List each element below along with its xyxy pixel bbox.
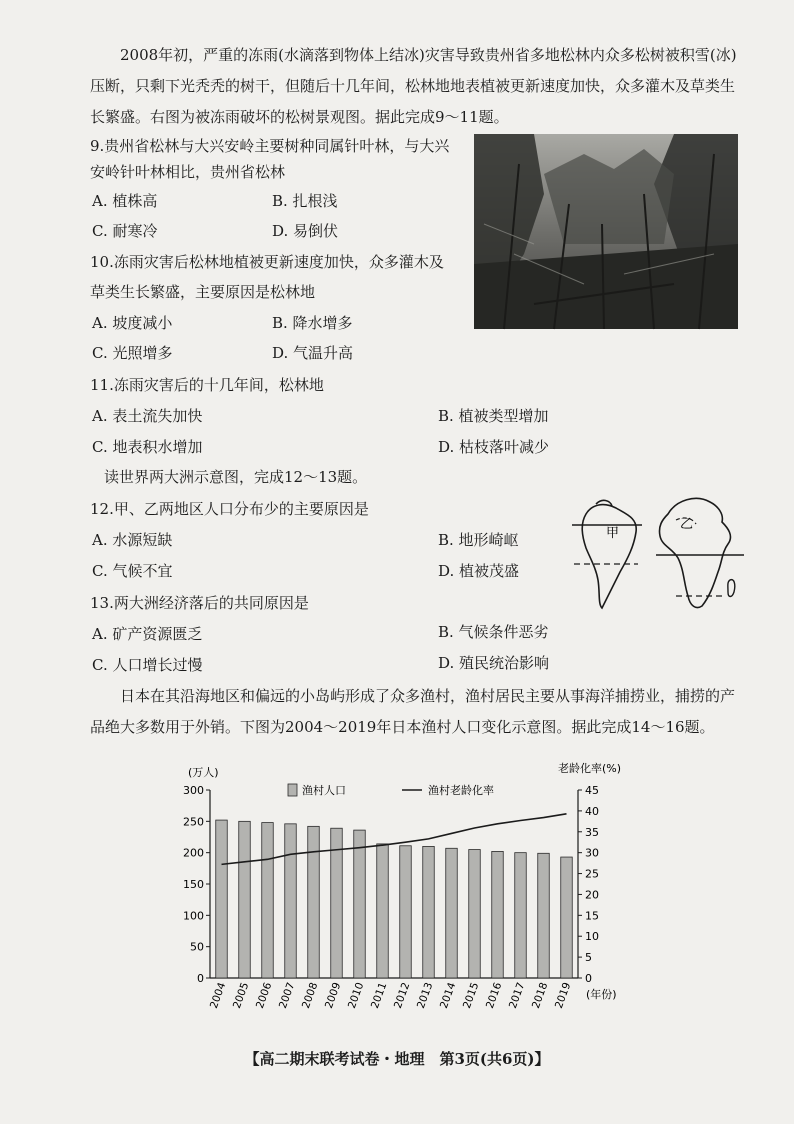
- q9-stem-line2: 安岭针叶林相比，贵州省松林: [90, 163, 286, 181]
- q9-option-b: B. 扎根浅: [272, 192, 338, 210]
- q13-option-d: D. 殖民统治影响: [438, 654, 550, 672]
- q10-option-b: B. 降水增多: [272, 314, 353, 332]
- x-tick-label: 2013: [414, 980, 436, 1011]
- right-axis-tick-label: 35: [585, 825, 599, 839]
- right-axis-tick-label: 45: [585, 784, 599, 797]
- x-tick-label: 2018: [529, 980, 551, 1011]
- q12-option-a: A. 水源短缺: [92, 531, 173, 549]
- legend-bar-swatch: [288, 784, 297, 796]
- population-bar: [469, 850, 481, 978]
- map-label-yi: 乙: [680, 517, 694, 532]
- q10-option-d: D. 气温升高: [272, 344, 354, 362]
- left-axis-tick-label: 50: [190, 940, 204, 954]
- south-america-outline: [582, 505, 636, 608]
- population-bar: [377, 844, 389, 978]
- q9-option-a: A. 植株高: [92, 192, 158, 210]
- x-axis-title: (年份): [586, 988, 617, 1001]
- legend-bar-label: 渔村人口: [302, 784, 346, 797]
- q13-option-c: C. 人口增长过慢: [92, 656, 203, 674]
- x-tick-label: 2016: [483, 980, 505, 1011]
- left-axis-tick-label: 200: [183, 846, 204, 860]
- map-label-jia: 甲: [606, 526, 620, 541]
- population-bar: [400, 846, 412, 978]
- q10-stem-line2: 草类生长繁盛，主要原因是松林地: [90, 283, 316, 301]
- right-axis-title: 老龄化率(%): [558, 762, 622, 775]
- population-bar: [262, 823, 274, 978]
- q11-option-b: B. 植被类型增加: [438, 407, 549, 425]
- x-tick-label: 2010: [345, 980, 367, 1011]
- x-tick-label: 2005: [230, 980, 252, 1011]
- left-axis-tick-label: 300: [183, 784, 204, 797]
- q11-option-a: A. 表土流失加快: [92, 407, 203, 425]
- q9-stem-line1: 9.贵州省松林与大兴安岭主要树种同属针叶林，与大兴: [90, 137, 450, 155]
- q11-option-c: C. 地表积水增加: [92, 438, 203, 456]
- right-axis-tick-label: 0: [585, 972, 592, 985]
- x-tick-label: 2008: [299, 980, 321, 1011]
- population-bar: [239, 821, 251, 978]
- population-bar: [515, 853, 527, 978]
- x-tick-label: 2007: [276, 980, 298, 1011]
- x-tick-label: 2017: [506, 980, 528, 1011]
- q10-stem-line1: 10.冻雨灾害后松林地植被更新速度加快，众多灌木及: [90, 253, 444, 271]
- q12-option-d: D. 植被茂盛: [438, 562, 520, 580]
- q13-option-b: B. 气候条件恶劣: [438, 623, 549, 641]
- x-tick-label: 2009: [322, 980, 344, 1011]
- q13-stem: 13.两大洲经济落后的共同原因是: [90, 594, 309, 612]
- intro-paragraph-3: 日本在其沿海地区和偏远的小岛屿形成了众多渔村，渔村居民主要从事海洋捕捞业，捕捞的产品绝大多数用于外销。下图为2004～2019年日本渔村人口变化示意图。据此完成14～16题。: [90, 687, 736, 736]
- fishing-village-chart: [170, 758, 622, 1018]
- population-bar: [446, 848, 458, 978]
- x-tick-label: 2004: [207, 980, 229, 1011]
- x-tick-label: 2019: [552, 980, 574, 1011]
- legend-line-label: 渔村老龄化率: [428, 784, 494, 797]
- right-axis-tick-label: 10: [585, 930, 599, 944]
- x-tick-label: 2014: [437, 980, 459, 1011]
- q12-stem: 12.甲、乙两地区人口分布少的主要原因是: [90, 500, 369, 518]
- population-bar: [308, 826, 320, 978]
- x-tick-label: 2006: [253, 980, 275, 1011]
- left-axis-tick-label: 250: [183, 815, 204, 829]
- pine-forest-photo: [474, 134, 738, 329]
- q11-option-d: D. 枯枝落叶减少: [438, 438, 550, 456]
- population-bar: [538, 853, 550, 978]
- right-axis-tick-label: 15: [585, 909, 599, 923]
- right-axis-tick-label: 20: [585, 888, 599, 902]
- left-axis-tick-label: 0: [197, 972, 204, 985]
- population-bar: [423, 846, 435, 978]
- x-tick-label: 2011: [368, 980, 390, 1011]
- africa-outline: [659, 498, 730, 607]
- population-bar: [492, 851, 504, 978]
- right-axis-tick-label: 30: [585, 846, 599, 860]
- q12-option-b: B. 地形崎岖: [438, 531, 519, 549]
- population-bar: [216, 820, 228, 978]
- population-bar: [285, 824, 297, 978]
- population-bar: [354, 830, 366, 978]
- madagascar-outline: [728, 580, 735, 597]
- left-axis-tick-label: 100: [183, 909, 204, 923]
- q10-option-a: A. 坡度减小: [92, 314, 173, 332]
- left-axis-tick-label: 150: [183, 878, 204, 891]
- q12-option-c: C. 气候不宜: [92, 562, 173, 580]
- x-tick-label: 2012: [391, 980, 413, 1011]
- q9-option-d: D. 易倒伏: [272, 222, 339, 240]
- intro-paragraph-2: 读世界两大洲示意图，完成12～13题。: [104, 468, 368, 486]
- right-axis-tick-label: 5: [585, 951, 592, 965]
- left-axis-title: (万人): [188, 766, 219, 779]
- q13-option-a: A. 矿产资源匮乏: [92, 625, 203, 643]
- population-bar: [561, 857, 573, 978]
- q11-stem: 11.冻雨灾害后的十几年间，松林地: [90, 376, 324, 394]
- right-axis-tick-label: 40: [585, 804, 599, 818]
- continents-map: [572, 488, 744, 618]
- q9-option-c: C. 耐寒冷: [92, 222, 158, 240]
- intro-paragraph-1: 2008年初，严重的冻雨(水滴落到物体上结冰)灾害导致贵州省多地松林内众多松树被积雪(冰)压断，只剩下光秃秃的树干，但随后十几年间，松林地地表植被更新速度加快，众多灌木及草类生长繁盛。右图为被冻雨破坏的松树景观图。据此完成9～11题。: [90, 46, 737, 126]
- q10-option-c: C. 光照增多: [92, 344, 173, 362]
- x-tick-label: 2015: [460, 980, 482, 1011]
- right-axis-tick-label: 25: [585, 867, 599, 881]
- page-footer: 【高二期末联考试卷・地理 第3页(共6页)】: [244, 1050, 550, 1068]
